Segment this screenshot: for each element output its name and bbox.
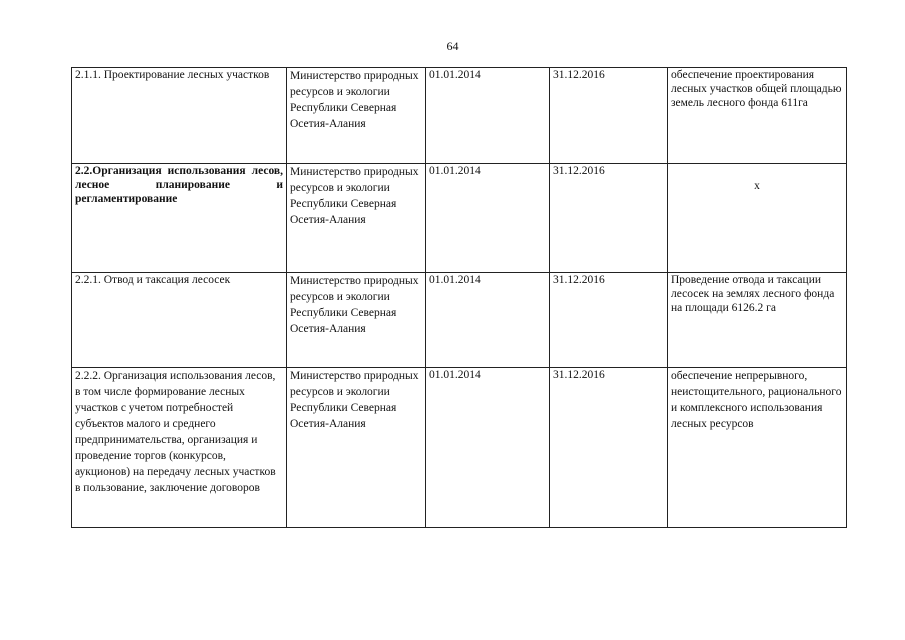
end-date-cell: 31.12.2016 — [550, 368, 668, 528]
executor-cell: Министерство природных ресурсов и экологии Республики Северная Осетия-Алания — [287, 68, 426, 164]
end-date-cell: 31.12.2016 — [550, 273, 668, 368]
table-row — [72, 164, 847, 273]
result-cell: обеспечение проектирования лесных участков общей площадью земель лесного фонда 611га — [668, 68, 847, 164]
start-date-cell: 01.01.2014 — [426, 68, 550, 164]
measure-name-cell: 2.1.1. Проектирование лесных участков — [72, 68, 287, 164]
program-table — [71, 67, 847, 528]
table-row — [72, 273, 847, 368]
table-row — [72, 68, 847, 164]
end-date-cell: 31.12.2016 — [550, 164, 668, 273]
start-date-cell: 01.01.2014 — [426, 164, 550, 273]
executor-cell: Министерство природных ресурсов и экологии Республики Северная Осетия-Алания — [287, 273, 426, 368]
result-cell: Проведение отвода и таксации лесосек на землях лесного фонда на площади 6126.2 га — [668, 273, 847, 368]
result-cell: x — [668, 164, 847, 273]
executor-cell: Министерство природных ресурсов и экологии Республики Северная Осетия-Алания — [287, 368, 426, 528]
page-number: 64 — [446, 39, 459, 53]
start-date-cell: 01.01.2014 — [426, 273, 550, 368]
result-cell: обеспечение непрерывного, неистощительного, рационального и комплексного использования лесных ресурсов — [668, 368, 847, 528]
executor-cell: Министерство природных ресурсов и экологии Республики Северная Осетия-Алания — [287, 164, 426, 273]
end-date-cell: 31.12.2016 — [550, 68, 668, 164]
measure-name-cell: 2.2.1. Отвод и таксация лесосек — [72, 273, 287, 368]
table-row — [72, 368, 847, 528]
measure-name-cell: 2.2.Организация использования лесов, лесное планирование и регламентирование — [72, 164, 287, 273]
measure-name-cell: 2.2.2. Организация использования лесов, в том числе формирование лесных участков с учетом потребностей субъектов малого и среднего предпринимательства, организация и проведение торгов (конкурсов, аукционов) на передачу лесных участков в пользование, заключение договоров — [72, 368, 287, 528]
start-date-cell: 01.01.2014 — [426, 368, 550, 528]
